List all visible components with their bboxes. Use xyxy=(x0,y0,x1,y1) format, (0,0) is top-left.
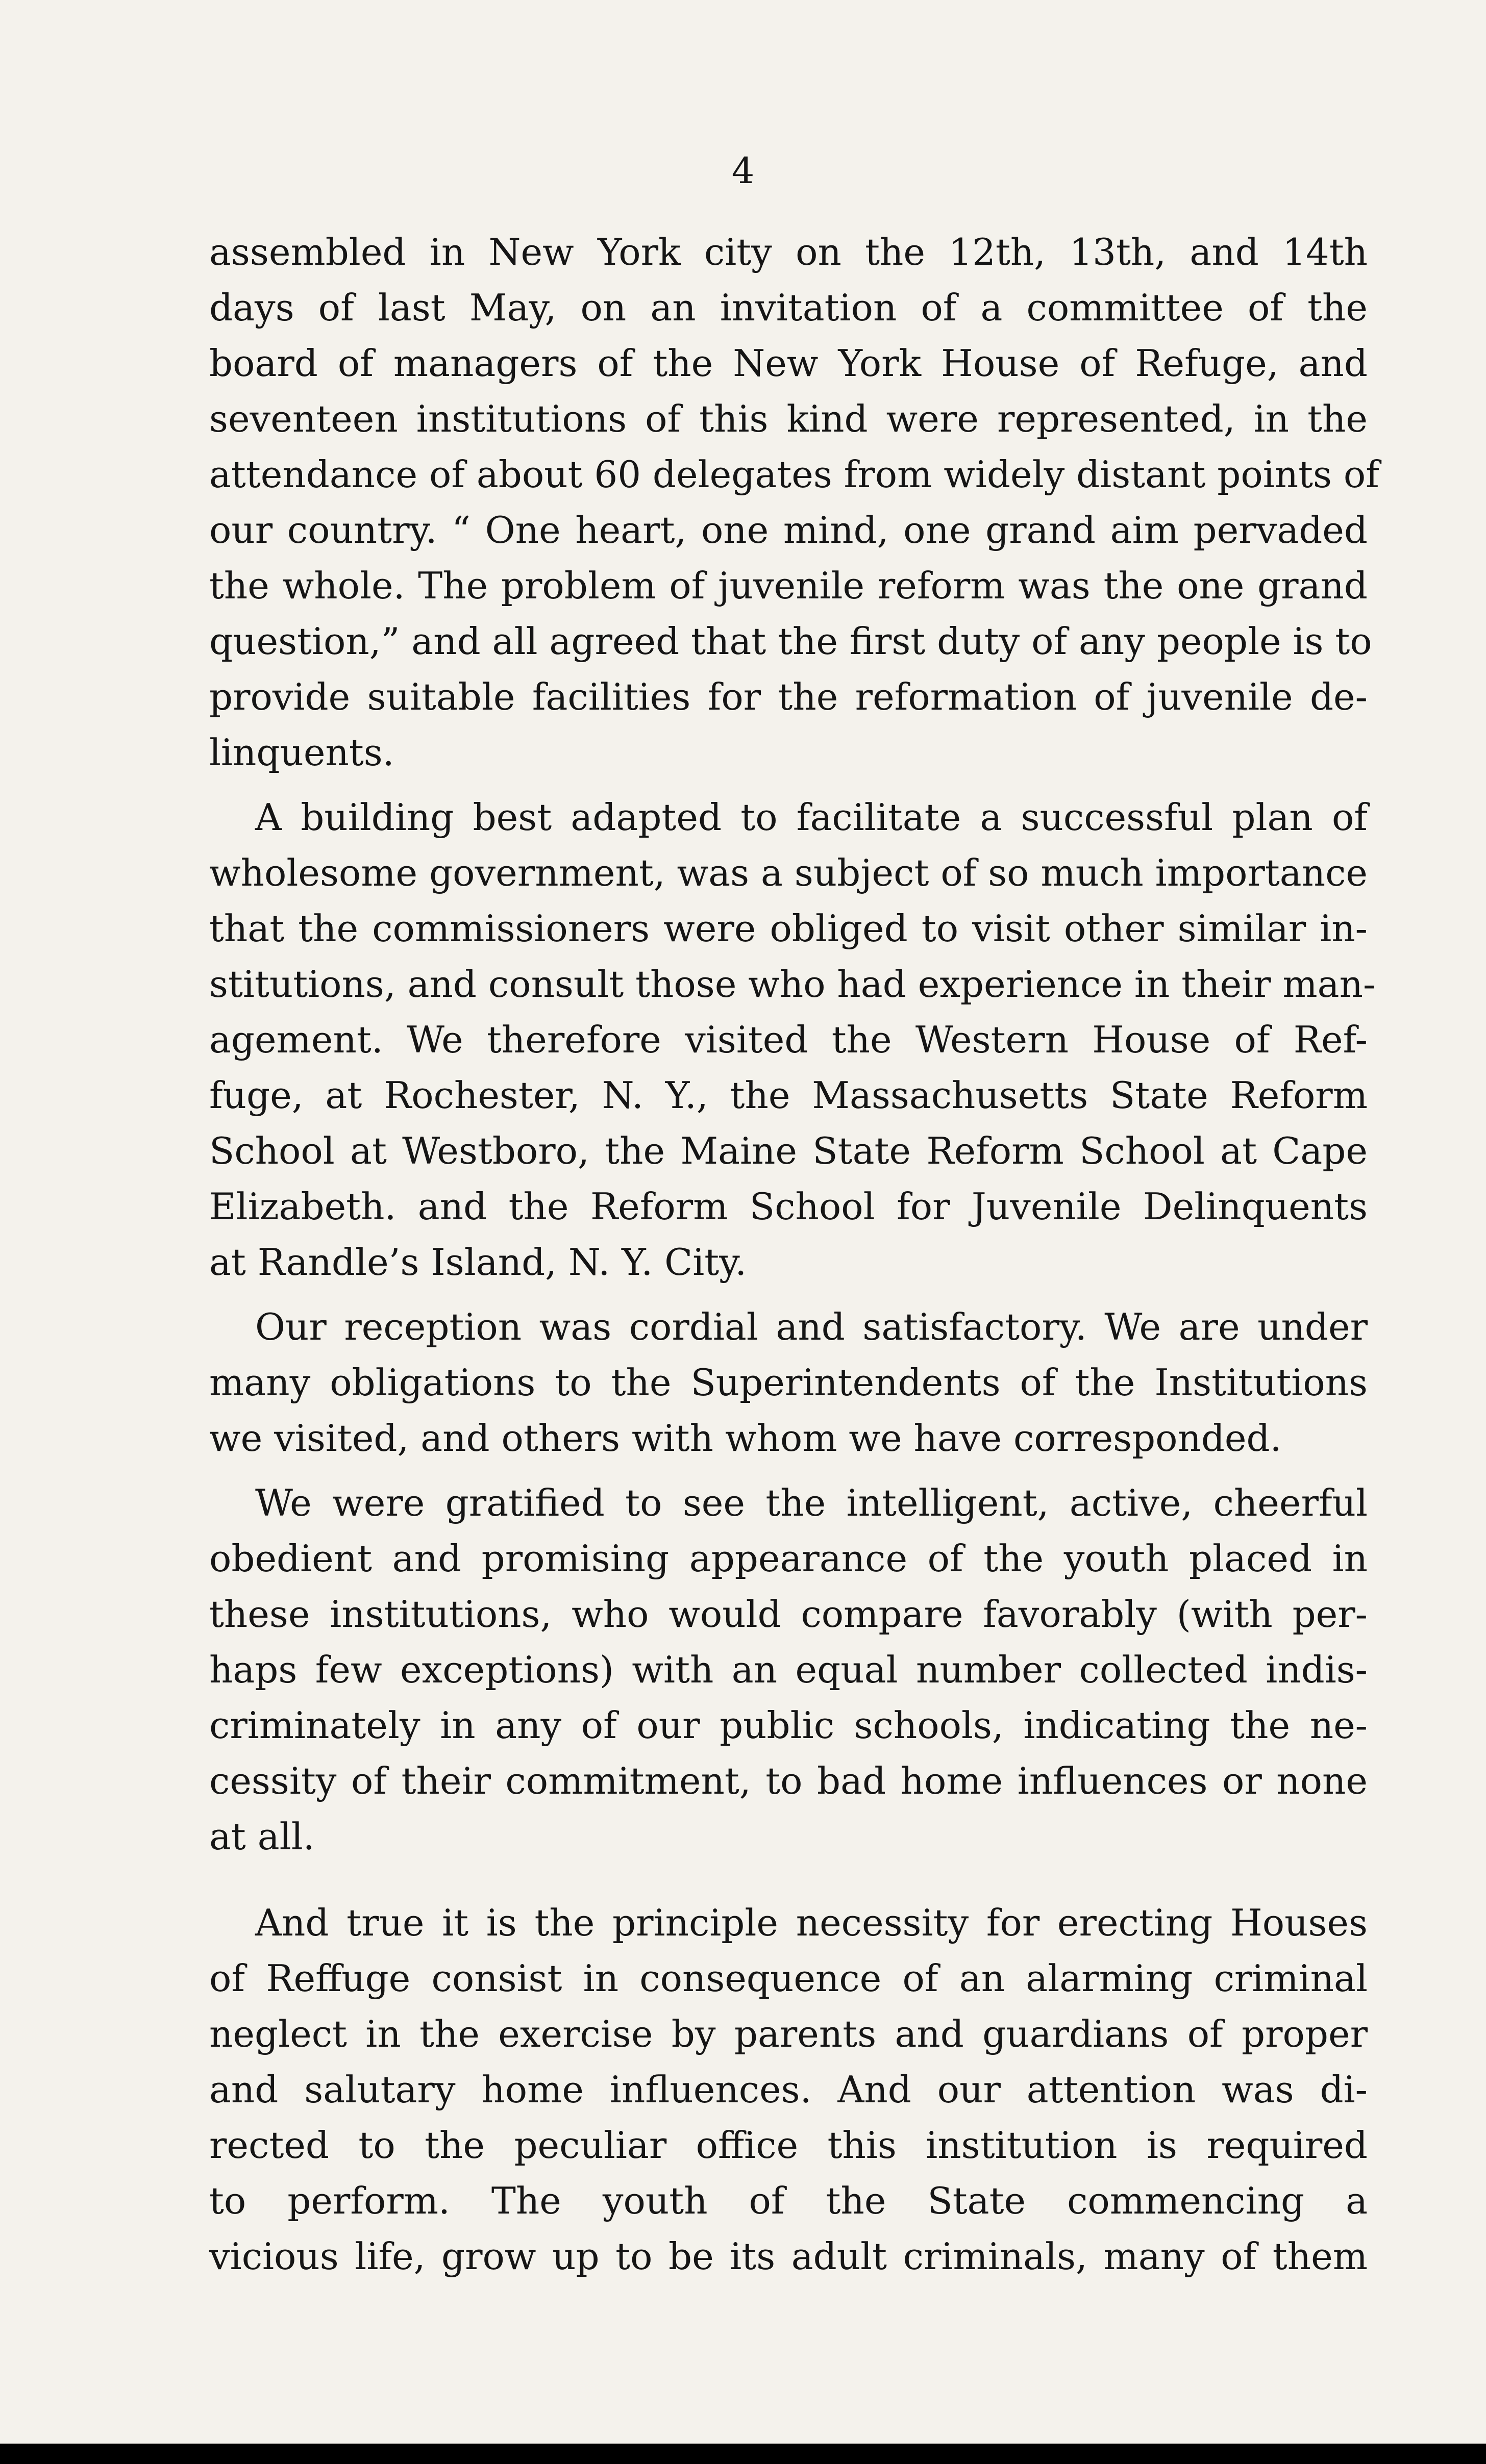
text-line: cessity of their commitment, to bad home influences or none xyxy=(209,1759,1368,1802)
text-line: we visited, and others with whom we have corresponded. xyxy=(209,1417,1282,1460)
text-line: seventeen institutions of this kind were represented, in the xyxy=(209,397,1368,440)
paragraph-4 xyxy=(209,1475,1368,1865)
text-line: rected to the peculiar office this institution is required xyxy=(209,2124,1368,2167)
text-line: days of last May, on an invitation of a committee of the xyxy=(209,286,1368,329)
paragraph-1 xyxy=(209,224,1379,781)
text-line: criminately in any of our public schools, indicating the ne- xyxy=(209,1704,1368,1747)
text-line: of Reffuge consist in consequence of an alarming criminal xyxy=(209,1957,1368,2000)
text-line: vicious life, grow up to be its adult criminals, many of them xyxy=(209,2235,1368,2278)
text-line: stitutions, and consult those who had experience in their man- xyxy=(209,963,1376,1005)
text-line: fuge, at Rochester, N. Y., the Massachusetts State Reform xyxy=(209,1074,1368,1117)
scan-edge-bar xyxy=(0,2444,1486,2464)
text-line: Elizabeth. and the Reform School for Juvenile Delinquents xyxy=(209,1185,1368,1228)
paragraph-5 xyxy=(209,1895,1368,2284)
text-line: attendance of about 60 delegates from widely distant points of xyxy=(209,453,1379,496)
text-line: haps few exceptions) with an equal number collected indis- xyxy=(209,1648,1368,1691)
text-line: A building best adapted to facilitate a successful plan of xyxy=(255,796,1368,839)
text-line: Our reception was cordial and satisfactory. We are under xyxy=(255,1305,1368,1348)
text-line: agement. We therefore visited the Western House of Ref- xyxy=(209,1018,1368,1061)
text-line: many obligations to the Superintendents of the Institutions xyxy=(209,1361,1368,1404)
text-line: wholesome government, was a subject of so much importance xyxy=(209,851,1368,894)
paragraph-2 xyxy=(209,790,1376,1290)
text-line: And true it is the principle necessity for erecting Houses xyxy=(255,1901,1368,1944)
text-line: that the commissioners were obliged to visit other similar in- xyxy=(209,907,1368,950)
text-line: We were gratified to see the intelligent, active, cheerful xyxy=(255,1481,1368,1524)
text-line: at Randle’s Island, N. Y. City. xyxy=(209,1241,747,1284)
text-line: linquents. xyxy=(209,731,394,774)
text-line: these institutions, who would compare favorably (with per- xyxy=(209,1593,1368,1636)
text-line: School at Westboro, the Maine State Reform School at Cape xyxy=(209,1129,1368,1172)
text-line: question,” and all agreed that the first duty of any people is to xyxy=(209,620,1372,663)
text-line: provide suitable facilities for the reformation of juvenile de- xyxy=(209,675,1368,718)
text-line: the whole. The problem of juvenile reform was the one grand xyxy=(209,564,1368,607)
text-line: to perform. The youth of the State commencing a xyxy=(209,2179,1368,2222)
page-number: 4 xyxy=(731,150,755,192)
paragraph-3 xyxy=(209,1299,1368,1466)
text-line: board of managers of the New York House of Refuge, and xyxy=(209,342,1368,385)
text-line: assembled in New York city on the 12th, 13th, and 14th xyxy=(209,231,1368,273)
text-line: at all. xyxy=(209,1815,315,1858)
text-line: obedient and promising appearance of the youth placed in xyxy=(209,1537,1368,1580)
text-line: neglect in the exercise by parents and guardians of proper xyxy=(209,2013,1368,2055)
text-line: our country. “ One heart, one mind, one grand aim pervaded xyxy=(209,509,1368,551)
text-line: and salutary home influences. And our attention was di- xyxy=(209,2068,1368,2111)
body-text xyxy=(209,224,1379,2294)
